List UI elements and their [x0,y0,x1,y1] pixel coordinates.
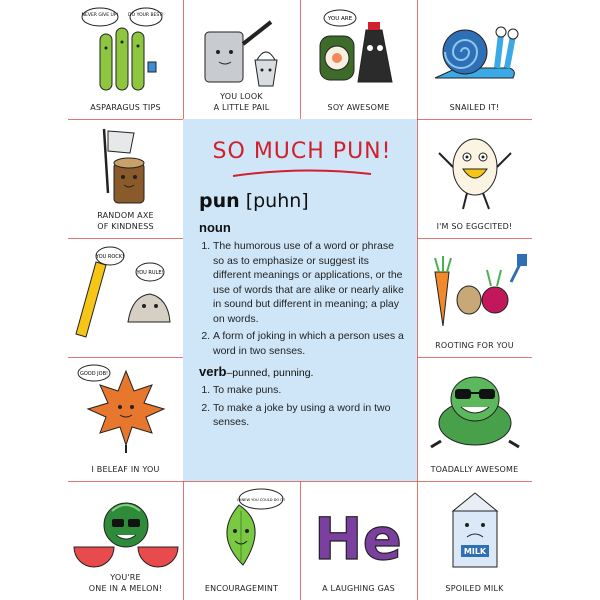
sushi-and-soy-illustration [300,4,417,94]
caption-axe [68,210,183,232]
verb-label: verb [199,364,227,379]
ruler-and-rock-illustration [68,242,183,342]
card-egg [417,119,532,238]
card-rooting [417,238,532,357]
verb-senses [199,383,405,430]
definition-panel [183,119,417,481]
rock-bubble-1: YOU ROCK! [95,254,125,260]
poster-title: SO MUCH PUN! [212,139,392,164]
card-snail [417,0,532,119]
soy-bubble: YOU ARE [327,16,353,22]
card-toad [417,357,532,481]
watering-can-and-pail-illustration [183,4,300,94]
asparagus-illustration [68,4,183,94]
axe-and-log-illustration [68,123,183,213]
toad-illustration [417,361,532,455]
caption-mint: ENCOURAGEMINT [204,584,279,593]
card-soy [300,0,417,119]
caption-snail: SNAILED IT! [449,103,500,112]
milk-carton-illustration [417,485,532,575]
card-he [300,481,417,600]
caption-pail-line2: A LITTLE PAIL [213,103,270,112]
asparagus-bubble-2: DO YOUR BEST! [128,13,164,18]
milk-carton-label: MILK [463,547,487,556]
maple-leaf-illustration [68,361,183,455]
card-leaf [68,357,183,481]
noun-label: noun [199,220,231,235]
leaf-bubble: GOOD JOB! [79,371,109,377]
headword-word: pun [199,190,240,212]
snail-illustration [417,4,532,94]
caption-toad: TOADALLY AWESOME [430,465,519,474]
card-milk [417,481,532,600]
verb-sense: 1. To make puns. [213,383,405,398]
card-pail [183,0,300,119]
caption-melon-line1: YOU'RE [110,573,141,582]
asparagus-bubble-1: NEVER GIVE UP! [81,13,119,18]
caption-soy: SOY AWESOME [327,103,390,112]
verb-sense: 2. To make a joke by using a word in two senses. [213,401,405,430]
helium-letters: He [314,505,402,573]
card-rock [68,238,183,357]
pun-poster [68,0,532,600]
caption-he: A LAUGHING GAS [322,584,395,593]
card-axe [68,119,183,238]
title-underline-swoosh [227,166,377,180]
helium-symbol-illustration [300,485,417,575]
verb-heading [199,364,405,379]
card-mint [183,481,300,600]
noun-sense: 2. A form of joking in which a person uses a word in two senses. [213,329,405,358]
caption-melon-line2: ONE IN A MELON! [88,584,163,593]
caption-egg: I'M SO EGGCITED! [436,222,513,231]
noun-senses [199,239,405,358]
caption-milk: SPOILED MILK [445,584,504,593]
card-melon [68,481,183,600]
caption-pail [183,91,300,113]
root-vegetables-illustration [417,242,532,332]
egg-illustration [417,123,532,213]
caption-asparagus: ASPARAGUS TIPS [90,103,161,112]
caption-pail-line1: YOU LOOK [220,92,263,101]
mint-leaf-illustration [183,485,300,575]
card-asparagus [68,0,183,119]
caption-melon [68,572,183,594]
caption-axe-line2: OF KINDNESS [97,222,154,231]
caption-axe-line1: RANDOM AXE [97,211,154,220]
noun-sense: 1. The humorous use of a word or phrase so as to emphasize or suggest its different meanings or applications, or the use of words that are alike or nearly alike in sound but different in meaning; a play on words. [213,239,405,326]
rock-bubble-2: YOU RULE! [136,270,164,276]
verb-forms: –punned, punning. [226,367,314,379]
headword [199,190,405,212]
watermelon-illustration [68,485,183,575]
mint-bubble: I KNEW YOU COULD DO IT! [236,498,286,502]
caption-rooting: ROOTING FOR YOU [435,341,514,350]
caption-leaf: I BELEAF IN YOU [91,465,160,474]
headword-pronunciation: [puhn] [245,190,309,212]
